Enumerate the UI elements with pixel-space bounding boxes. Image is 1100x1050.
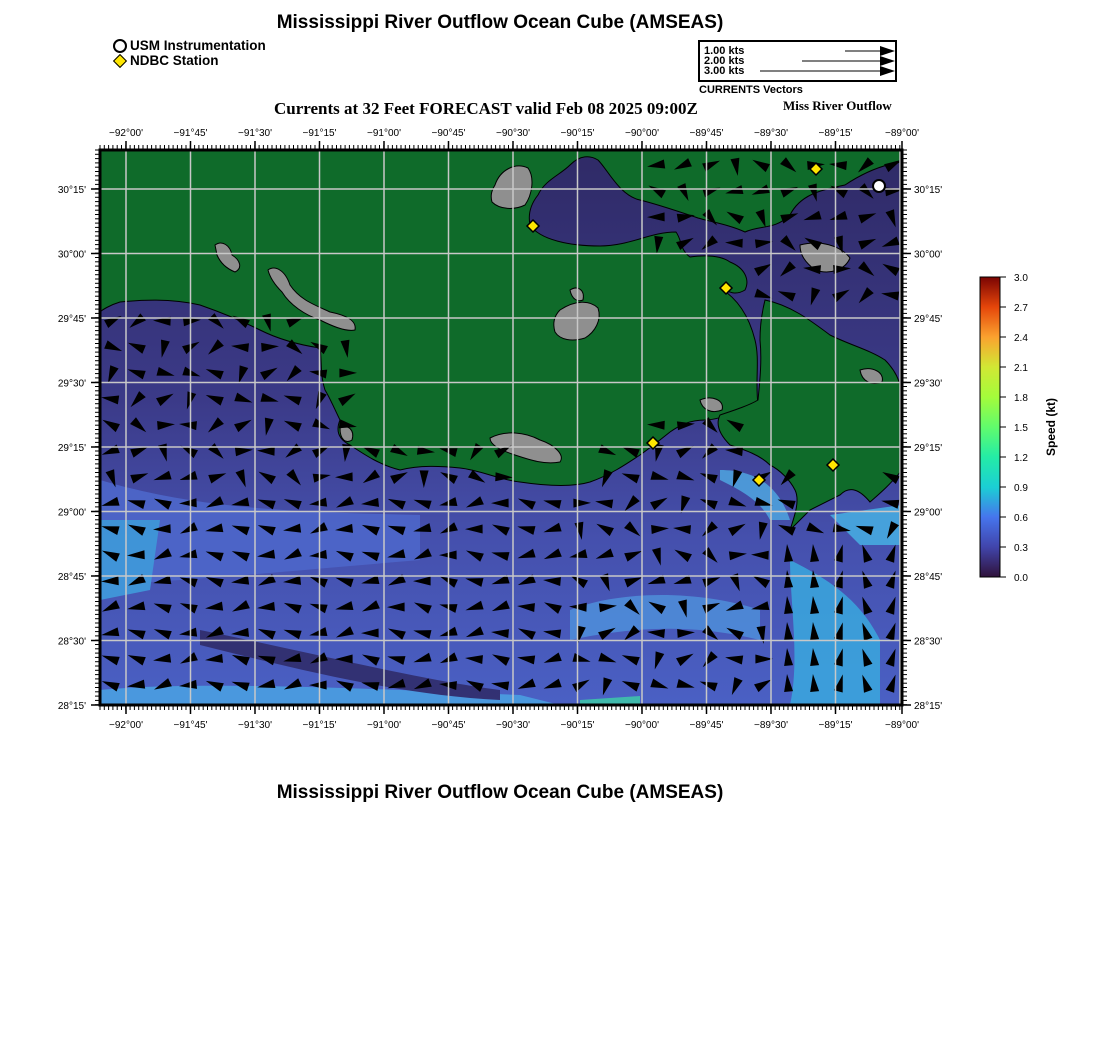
lat-tick-label-right: 30°00': [914, 249, 943, 261]
lon-tick-label-top: −90°45': [431, 128, 466, 139]
lat-tick-label-left: 29°15': [57, 443, 86, 454]
lon-tick-label-bottom: −91°30': [238, 720, 272, 731]
speed-colorbar: [980, 273, 1058, 584]
lon-tick-label-top: −91°30': [238, 128, 272, 139]
lat-tick-label-right: 28°30': [914, 636, 943, 648]
lon-tick-label-top: −89°15': [818, 128, 853, 139]
lon-tick-label-top: −90°15': [560, 128, 595, 139]
lon-tick-label-top: −91°15': [302, 128, 337, 139]
legend-usm-label: USM Instrumentation: [130, 38, 266, 53]
lat-tick-label-left: 29°45': [57, 314, 86, 325]
colorbar-tick-label: 3.0: [1014, 273, 1028, 284]
lat-tick-label-left: 30°15': [57, 185, 86, 196]
lon-tick-label-bottom: −89°30': [754, 720, 788, 731]
lat-tick-label-right: 29°45': [914, 314, 943, 325]
lon-tick-label-top: −92°00': [109, 128, 143, 139]
usm-instrument-1[interactable]: [873, 180, 885, 192]
vector-key-label-2: 2.00 kts: [704, 55, 745, 67]
vector-key-caption: CURRENTS Vectors: [699, 84, 803, 96]
lat-tick-label-right: 29°30': [914, 378, 943, 390]
lat-tick-label-left: 28°15': [57, 701, 86, 712]
lat-tick-label-right: 28°45': [914, 572, 943, 583]
colorbar-tick-label: 1.8: [1014, 393, 1028, 404]
colorbar-tick-label: 0.9: [1014, 483, 1028, 494]
lat-tick-label-left: 29°30': [57, 378, 86, 390]
lon-tick-label-top: −89°45': [689, 128, 724, 139]
lon-tick-label-bottom: −91°15': [302, 720, 337, 731]
colorbar-tick-label: 0.6: [1014, 513, 1028, 524]
page-title: Mississippi River Outflow Ocean Cube (AMSEAS): [276, 12, 724, 33]
colorbar-tick-label: 2.7: [1014, 303, 1028, 314]
vector-key-label-1: 1.00 kts: [704, 45, 745, 57]
lon-tick-label-bottom: −91°45': [173, 720, 208, 731]
colorbar-title: Speed (kt): [1044, 397, 1058, 457]
lon-tick-label-bottom: −90°15': [560, 720, 595, 731]
lon-tick-label-bottom: −89°00': [885, 720, 919, 731]
colorbar-tick-label: 1.5: [1014, 423, 1028, 434]
lon-tick-label-top: −91°45': [173, 128, 208, 139]
colorbar-tick-label: 0.3: [1014, 543, 1028, 554]
lat-tick-label-right: 29°15': [914, 443, 943, 454]
colorbar-tick-label: 1.2: [1014, 453, 1028, 464]
legend-ndbc-label: NDBC Station: [130, 53, 219, 68]
lat-tick-label-right: 29°00': [914, 507, 943, 519]
lon-tick-label-top: −91°00': [367, 128, 401, 139]
map-subtitle: Currents at 32 Feet FORECAST valid Feb 08 2025 09:00Z: [274, 99, 698, 118]
lon-tick-label-top: −89°30': [754, 128, 788, 139]
colorbar-tick-label: 2.4: [1014, 333, 1028, 344]
region-label: Miss River Outflow: [783, 98, 892, 113]
lon-tick-label-top: −90°30': [496, 128, 530, 139]
lon-tick-label-top: −89°00': [885, 128, 919, 139]
lon-tick-label-bottom: −91°00': [367, 720, 401, 731]
lon-tick-label-bottom: −89°15': [818, 720, 853, 731]
lat-tick-label-left: 29°00': [57, 507, 86, 519]
colorbar-tick-label: 0.0: [1014, 573, 1028, 584]
lon-tick-label-bottom: −92°00': [109, 720, 143, 731]
colorbar-tick-label: 2.1: [1014, 363, 1028, 374]
lat-tick-label-left: 30°00': [57, 249, 86, 261]
lon-tick-label-bottom: −89°45': [689, 720, 724, 731]
vector-key-label-3: 3.00 kts: [704, 65, 745, 77]
page-title-bottom: Mississippi River Outflow Ocean Cube (AMSEAS): [276, 782, 724, 803]
lon-tick-label-top: −90°00': [625, 128, 659, 139]
lon-tick-label-bottom: −90°30': [496, 720, 530, 731]
lon-tick-label-bottom: −90°45': [431, 720, 466, 731]
lat-tick-label-right: 30°15': [914, 185, 943, 196]
lat-tick-label-right: 28°15': [914, 701, 943, 712]
lat-tick-label-left: 28°30': [57, 636, 86, 648]
lon-tick-label-bottom: −90°00': [625, 720, 659, 731]
lat-tick-label-left: 28°45': [57, 572, 86, 583]
